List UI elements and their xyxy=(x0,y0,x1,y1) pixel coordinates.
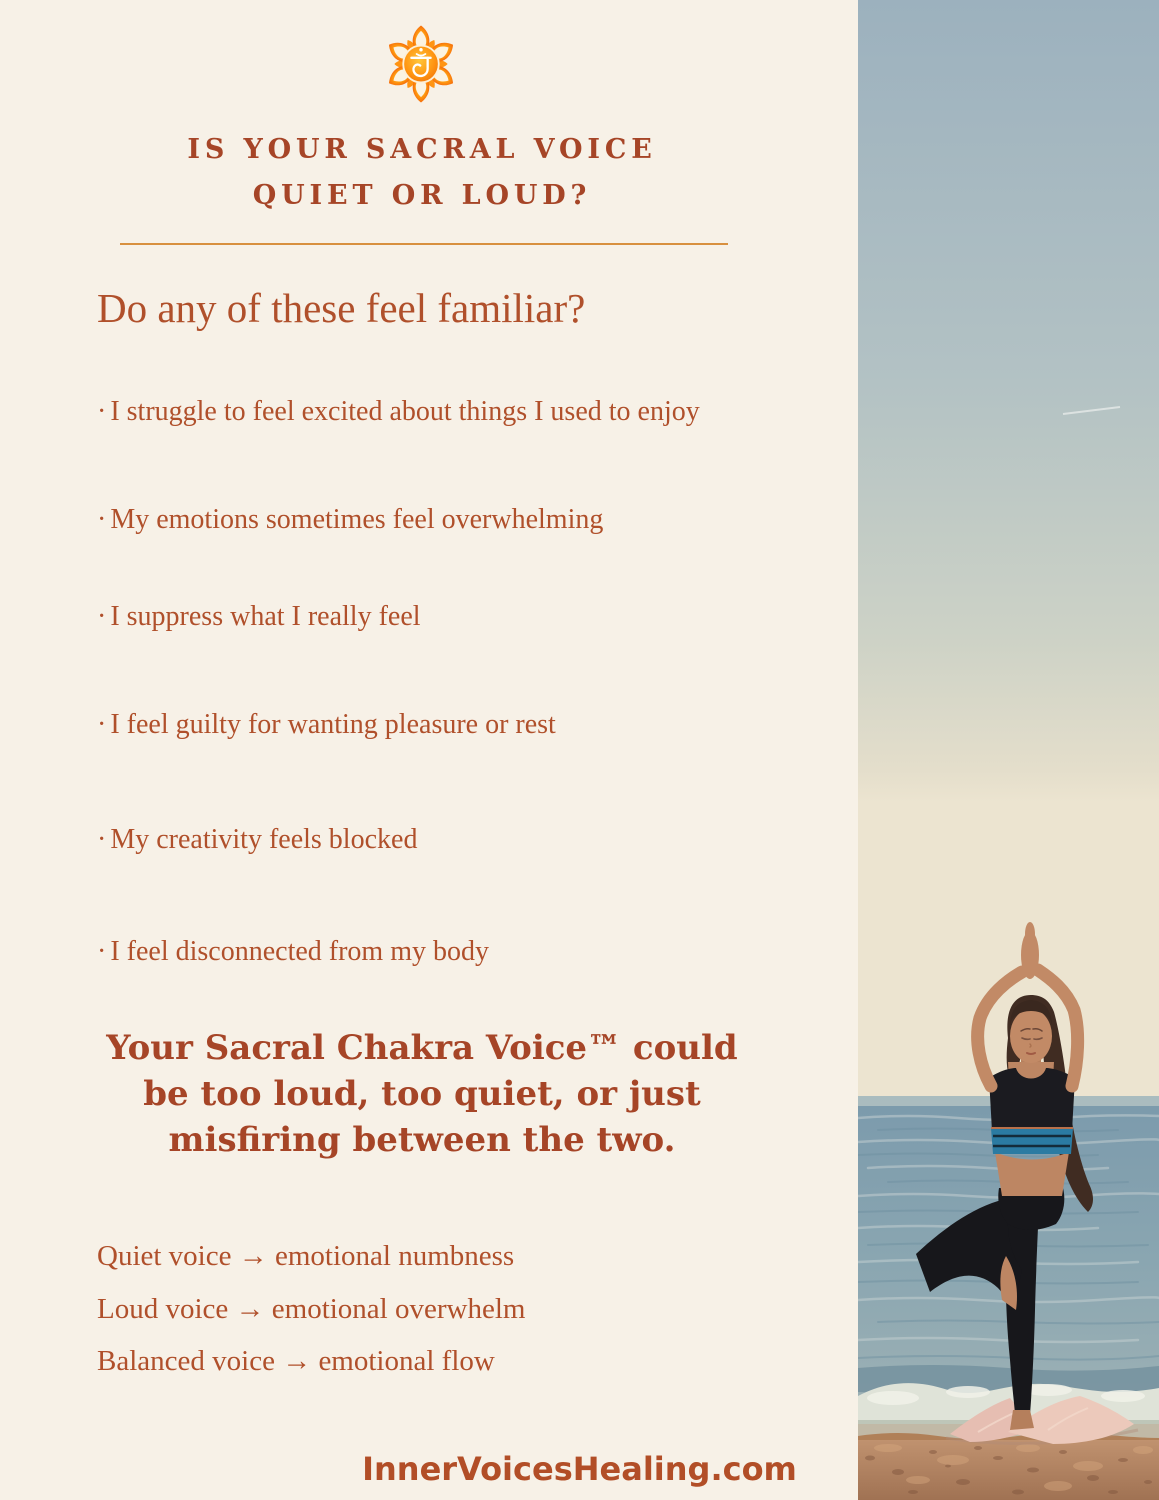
symptom-text: I suppress what I really feel xyxy=(110,601,421,632)
symptom-text: I feel guilty for wanting pleasure or rest xyxy=(110,709,556,740)
page-title xyxy=(0,127,844,219)
title-line-2: QUIET OR LOUD? xyxy=(252,180,592,211)
voice-label: Balanced voice xyxy=(97,1345,275,1377)
fingertips xyxy=(1025,922,1035,946)
question-heading: Do any of these feel familiar? xyxy=(97,285,586,331)
bra-band-blue xyxy=(991,1128,1073,1154)
bullet-dot: · xyxy=(97,601,107,632)
yoga-beach-photo xyxy=(858,0,1159,1500)
website-footer: InnerVoicesHealing.com xyxy=(362,1450,797,1488)
symptom-text: My creativity feels blocked xyxy=(110,824,418,855)
conclusion-line-2: be too loud, too quiet, or just xyxy=(143,1074,701,1114)
bullet-dot: · xyxy=(97,709,107,740)
symptom-item xyxy=(97,930,753,974)
standing-foot xyxy=(1010,1410,1034,1430)
symptom-item xyxy=(97,390,753,434)
voice-label: Loud voice xyxy=(97,1293,229,1325)
voice-label: Quiet voice xyxy=(97,1240,232,1272)
symptom-text: My emotions sometimes feel overwhelming xyxy=(110,504,604,535)
arrow-glyph: → xyxy=(238,1240,268,1272)
voice-mapping-row xyxy=(97,1291,525,1327)
conclusion-heading xyxy=(0,1025,844,1163)
outcome-label: emotional flow xyxy=(318,1345,495,1377)
voice-mapping-row xyxy=(97,1238,514,1274)
bullet-dot: · xyxy=(97,824,107,855)
bullet-dot: · xyxy=(97,504,107,535)
bullet-dot: · xyxy=(97,396,107,427)
outcome-label: emotional numbness xyxy=(274,1240,515,1272)
symptom-item xyxy=(97,595,753,639)
arrow-glyph: → xyxy=(282,1345,312,1377)
divider-line xyxy=(120,243,728,245)
title-line-1: IS YOUR SACRAL VOICE xyxy=(187,134,657,165)
symptom-item xyxy=(97,818,753,862)
conclusion-line-1: Your Sacral Chakra Voice™ could xyxy=(106,1028,738,1068)
bullet-dot: · xyxy=(97,936,107,967)
symptom-item xyxy=(97,703,753,747)
symptom-item xyxy=(97,498,753,542)
outcome-label: emotional overwhelm xyxy=(271,1293,526,1325)
sacral-chakra-icon xyxy=(384,24,458,104)
conclusion-line-3: misfiring between the two. xyxy=(168,1120,676,1160)
arrow-glyph: → xyxy=(235,1293,265,1325)
voice-mapping-row xyxy=(97,1343,495,1379)
symptom-text: I feel disconnected from my body xyxy=(110,936,489,967)
sky xyxy=(858,0,1159,1100)
symptom-text: I struggle to feel excited about things I used to enjoy xyxy=(110,396,700,427)
